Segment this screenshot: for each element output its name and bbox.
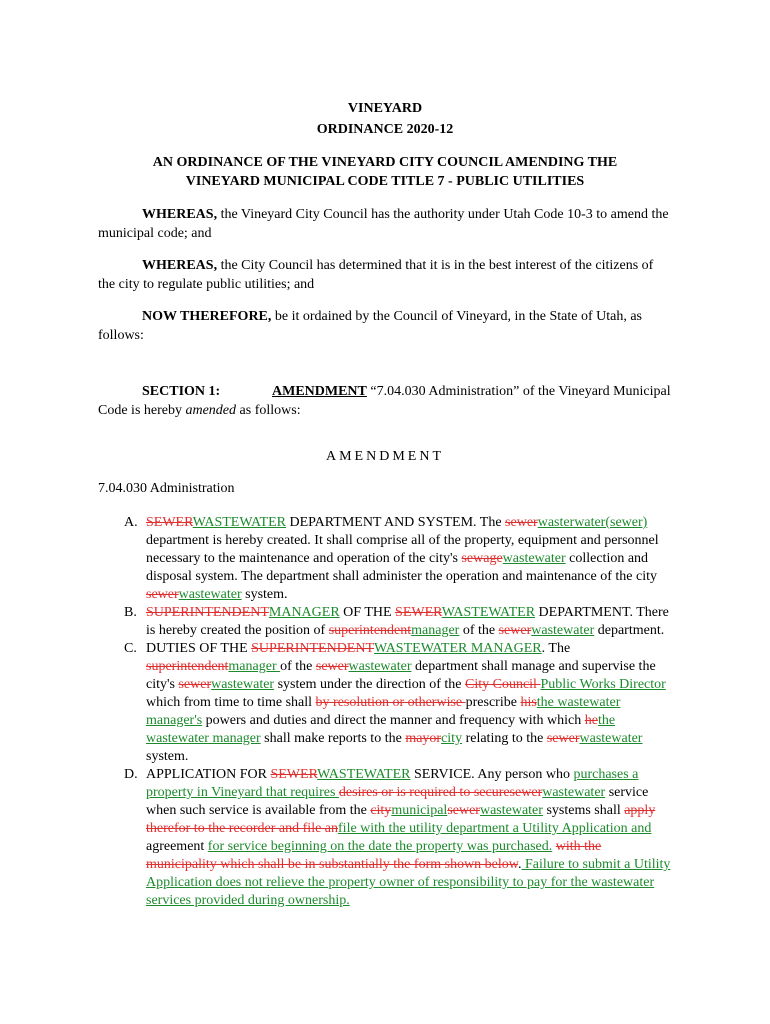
body-text: shall make reports to the [260,731,406,746]
inserted-text: manager [228,659,281,674]
deleted-text: apply therefor to the recorder and file an [146,803,656,836]
subtitle-line-2: VINEYARD MUNICIPAL CODE TITLE 7 - PUBLIC UTILITIES [185,174,585,189]
inserted-text: WASTEWATER [192,515,286,530]
body-text: system. [146,749,189,764]
deleted-text: superintendent [328,623,412,638]
body-text: collection and disposal system. The department shall administer the operation and maintenance of the city [146,551,657,584]
list-item-c [124,640,674,766]
whereas-text: the City Council has determined that it is in the best interest of the citizens of the city to regulate public utilities; and [98,258,654,292]
inserted-text: wastewater [502,551,566,566]
deleted-text: SEWER [270,767,318,782]
list-marker: D. [124,767,138,782]
body-text: systems shall [542,803,625,818]
deleted-text: sewer [146,587,179,602]
inserted-text: purchases a property in Vineyard that requires [146,767,639,800]
list-marker: C. [124,641,137,656]
subtitle-line-1: AN ORDINANCE OF THE VINEYARD CITY COUNCIL AMENDING THE [152,155,618,170]
list-marker: A. [124,515,138,530]
inserted-text: Public Works Director [540,677,666,692]
inserted-text: MANAGER [268,605,340,620]
body-text: DEPARTMENT AND SYSTEM. The [286,515,506,530]
inserted-text: wastewater [211,677,275,692]
inserted-text: WASTEWATER [441,605,536,620]
deleted-text: sewage [461,551,503,566]
list-item-b [124,604,674,640]
city-title: VINEYARD [347,101,423,116]
body-text: department is hereby created. It shall comprise all of the property, equipment and personnel necessary to the maintenance and operation of the city's [146,533,659,566]
inserted-text: for service beginning on the date the property was purchased. [207,839,553,854]
body-text: APPLICATION FOR [146,767,271,782]
inserted-text: city [441,731,463,746]
now-therefore-text: be it ordained by the Council of Vineyard, in the State of Utah, as follows: [98,309,642,343]
ordinance-subtitle [100,153,670,191]
amendment-list [124,514,674,910]
body-text: service when such service is available from the [146,785,649,818]
deleted-text: SEWER [395,605,442,620]
body-text: of the [459,623,499,638]
deleted-text: with the municipality which shall be in substantially the form shown below [146,839,602,872]
deleted-text: sewer [546,731,580,746]
deleted-text: sewer [315,659,349,674]
inserted-text: the wastewater manager [146,713,616,746]
section-label: SECTION 1: [142,384,221,399]
ordinance-number: ORDINANCE 2020-12 [316,122,454,137]
deleted-text: sewer [505,515,538,530]
inserted-text: wastewater [531,623,595,638]
inserted-text: wastewater [479,803,543,818]
inserted-text: WASTEWATER MANAGER [374,641,542,656]
deleted-text: SUPERINTENDENT [251,641,375,656]
whereas-lead: WHEREAS, [142,207,218,222]
whereas-lead: WHEREAS, [142,258,218,273]
body-text: department. [594,623,665,638]
deleted-text: sewer [178,677,212,692]
body-text: relating to the [462,731,547,746]
body-text: OF THE [339,605,396,620]
section-text-2: as follows: [236,403,301,418]
subsection-heading: 7.04.030 Administration [98,481,235,496]
section-1-paragraph [98,382,672,420]
body-text: prescribe [465,695,521,710]
body-text: SERVICE. Any person who [410,767,574,782]
deleted-text: SEWER [146,515,193,530]
list-item-a [124,514,674,604]
body-text: department shall manage and supervise the city's [146,659,656,692]
body-text: . The [541,641,571,656]
body-text: powers and duties and direct the manner and frequency with which [202,713,585,728]
deleted-text: city [370,803,392,818]
inserted-text: WASTEWATER [317,767,411,782]
body-text: agreement [146,839,208,854]
deleted-text: sewer [498,623,532,638]
body-text: . [517,857,522,872]
inserted-text: wastewater [579,731,643,746]
deleted-text: desires or is required to secure [338,785,510,800]
now-therefore-paragraph [98,307,672,345]
inserted-text: the wastewater manager's [146,695,621,728]
section-text-1: “7.04.030 Administration” of the Vineyard Municipal Code is hereby [98,384,671,418]
body-text: of the [280,659,316,674]
whereas-text: the Vineyard City Council has the authority under Utah Code 10-3 to amend the municipal code; and [98,207,669,241]
inserted-text: file with the utility department a Utility Application and [338,821,652,836]
list-item-d [124,766,674,910]
inserted-text: municipal [391,803,448,818]
body-text: which from time to time shall [146,695,316,710]
deleted-text: he [584,713,598,728]
inserted-text: wastewater [178,587,242,602]
amendment-heading: AMENDMENT [326,449,444,464]
whereas-paragraph-2 [98,256,672,294]
deleted-text: sewer [509,785,543,800]
now-therefore-lead: NOW THEREFORE, [142,309,272,324]
deleted-text: superintendent [146,659,229,674]
deleted-text: sewer [447,803,480,818]
whereas-paragraph-1 [98,205,672,243]
inserted-text: wastewater [348,659,412,674]
deleted-text: City Council [465,677,541,692]
deleted-text: his [520,695,537,710]
body-text: DEPARTMENT. There is hereby created the position of [146,605,669,638]
inserted-text: Failure to submit a Utility Application does not relieve the property owner of responsibility to pay for the wastewater services provided during ownership. [146,857,671,908]
inserted-text: wasterwater(sewer) [537,515,648,530]
body-text: system under the direction of the [274,677,465,692]
inserted-text: manager [411,623,460,638]
deleted-text: by resolution or otherwise [315,695,466,710]
list-marker: B. [124,605,137,620]
deleted-text: SUPERINTENDENT [146,605,269,620]
deleted-text: mayor [405,731,442,746]
amendment-label: AMENDMENT [272,384,367,399]
body-text: system. [241,587,288,602]
amended-word: amended [185,403,237,418]
inserted-text: wastewater [542,785,606,800]
body-text: DUTIES OF THE [146,641,252,656]
